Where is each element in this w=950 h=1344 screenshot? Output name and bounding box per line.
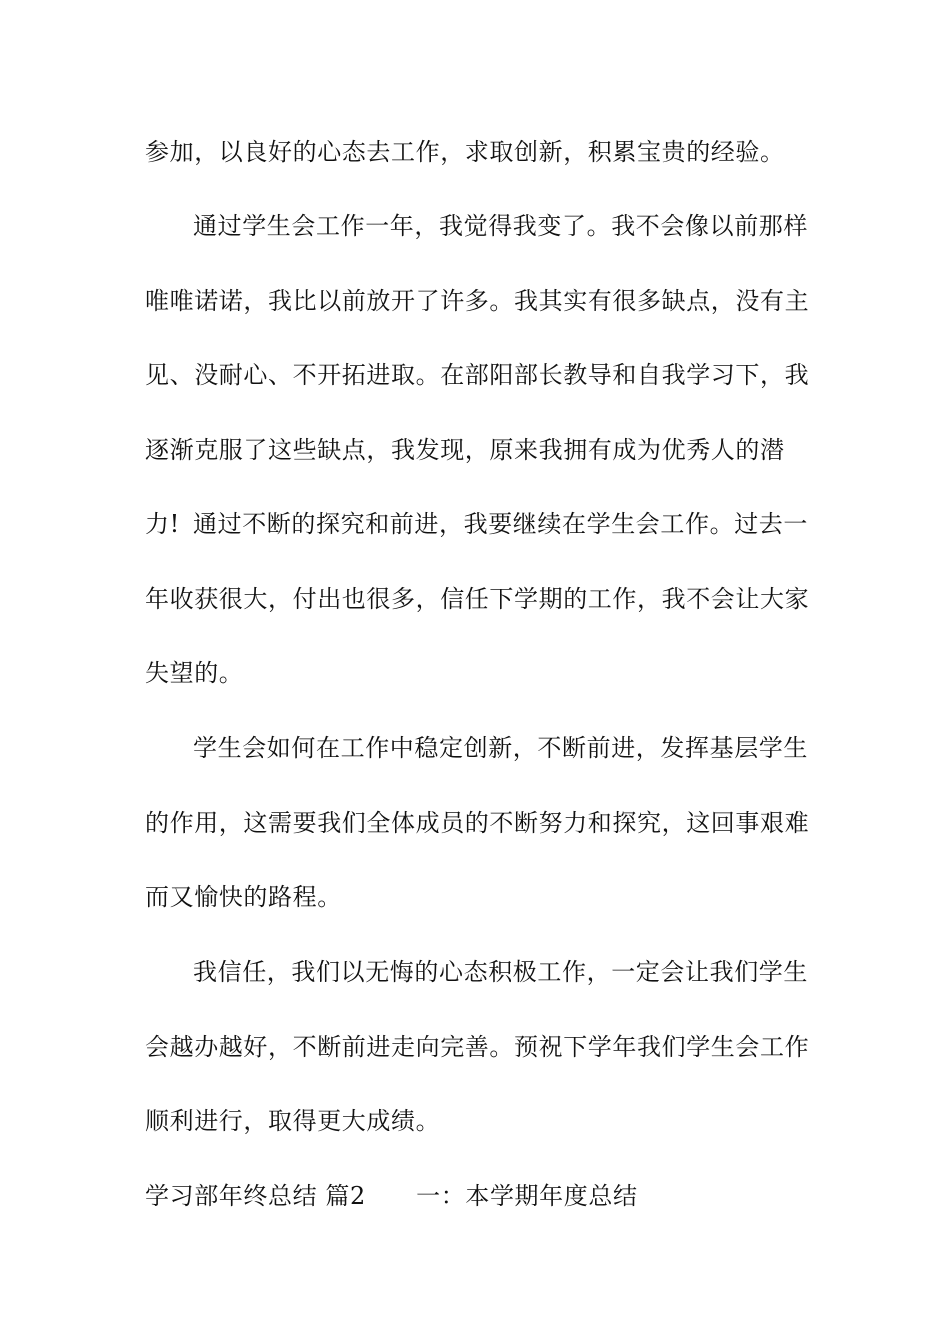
section-heading: [145, 1159, 810, 1234]
paragraph: 学生会如何在工作中稳定创新，不断前进，发挥基层学生的作用，这需要我们全体成员的不断努力和探究，这回事艰难而又愉快的路程。: [145, 734, 810, 911]
paragraph: 通过学生会工作一年，我觉得我变了。我不会像以前那样唯唯诺诺，我比以前放开了许多。我其实有很多缺点，没有主见、没耐心、不开拓进取。在部阳部长教导和自我学习下，我逐渐克服了这些缺点，我发现，原来我拥有成为优秀人的潜力!: [145, 212, 810, 538]
paragraph: 通过不断的探究和前进，我要继续在学生会工作。过去一年收获很大，付出也很多，信任下学期的工作，我不会让大家失望的。: [145, 510, 810, 687]
paragraph-continuation: 参加，以良好的心态去工作，求取创新，积累宝贵的经验。: [145, 138, 785, 166]
section-title: 学习部年终总结 篇2: [145, 1182, 366, 1210]
section-subtitle: 一：本学期年度总结: [416, 1182, 638, 1210]
paragraph: 我信任，我们以无悔的心态积极工作，一定会让我们学生会越办越好，不断前进走向完善。预祝下学年我们学生会工作顺利进行，取得更大成绩。: [145, 958, 810, 1135]
